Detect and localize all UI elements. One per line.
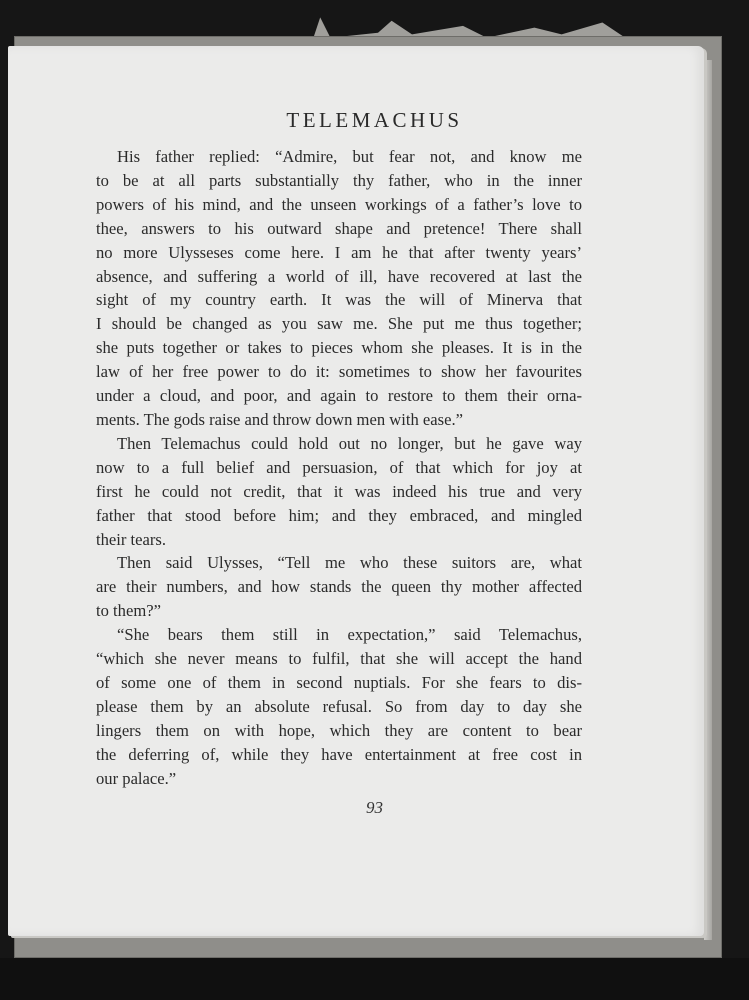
text-line: thee, answers to his outward shape and pretence! There shall bbox=[96, 218, 582, 238]
page-number: 93 bbox=[366, 798, 383, 817]
text-line: lingers them on with hope, which they are content to bear bbox=[96, 720, 582, 740]
text-line: His father replied: “Admire, but fear not, and know me bbox=[117, 147, 582, 166]
text-line: to them?” bbox=[96, 601, 161, 621]
text-line: under a cloud, and poor, and again to restore to them their orna- bbox=[96, 386, 582, 406]
paragraph-4 bbox=[96, 623, 582, 790]
text-line: Then Telemachus could hold out no longer, but he gave way bbox=[117, 433, 582, 453]
text-line: first he could not credit, that it was indeed his true and very bbox=[96, 481, 582, 501]
text-line: to be at all parts substantially thy father, who in the inner bbox=[96, 170, 582, 190]
text-line: she puts together or takes to pieces whom she pleases. It is in the bbox=[96, 338, 582, 358]
scan-border bbox=[0, 958, 749, 1000]
text-line: their tears. bbox=[96, 529, 167, 549]
body-text bbox=[96, 145, 582, 790]
paragraph-1 bbox=[96, 145, 582, 432]
text-line: sight of my country earth. It was the will of Minerva that bbox=[96, 290, 582, 310]
paragraph-3 bbox=[96, 551, 582, 623]
text-line: our palace.” bbox=[96, 768, 177, 788]
text-line: law of her free power to do it: sometimes to show her favourites bbox=[96, 362, 582, 382]
text-line: I should be changed as you saw me. She put me thus together; bbox=[96, 314, 582, 334]
text-line: now to a full belief and persuasion, of that which for joy at bbox=[96, 457, 582, 477]
paragraph-2 bbox=[96, 432, 582, 552]
text-line: no more Ulysseses come here. I am he that after twenty years’ bbox=[96, 242, 582, 262]
text-line: the deferring of, while they have entertainment at free cost in bbox=[96, 744, 582, 764]
text-line: powers of his mind, and the unseen workings of a father’s love to bbox=[96, 194, 582, 214]
text-line: father that stood before him; and they embraced, and mingled bbox=[96, 505, 582, 525]
text-line: of some one of them in second nuptials. For she fears to dis- bbox=[96, 672, 582, 692]
text-line: Then said Ulysses, “Tell me who these suitors are, what bbox=[117, 553, 582, 573]
text-line: are their numbers, and how stands the queen thy mother affected bbox=[96, 577, 582, 597]
text-line: “which she never means to fulfil, that she will accept the hand bbox=[96, 649, 582, 669]
text-line: “She bears them still in expectation,” said Telemachus, bbox=[117, 625, 582, 645]
text-line: absence, and suffering a world of ill, have recovered at last the bbox=[96, 266, 582, 286]
text-line: please them by an absolute refusal. So from day to day she bbox=[96, 696, 582, 716]
text-line: ments. The gods raise and throw down men with ease.” bbox=[96, 409, 463, 429]
running-head: TELEMACHUS bbox=[286, 108, 463, 132]
